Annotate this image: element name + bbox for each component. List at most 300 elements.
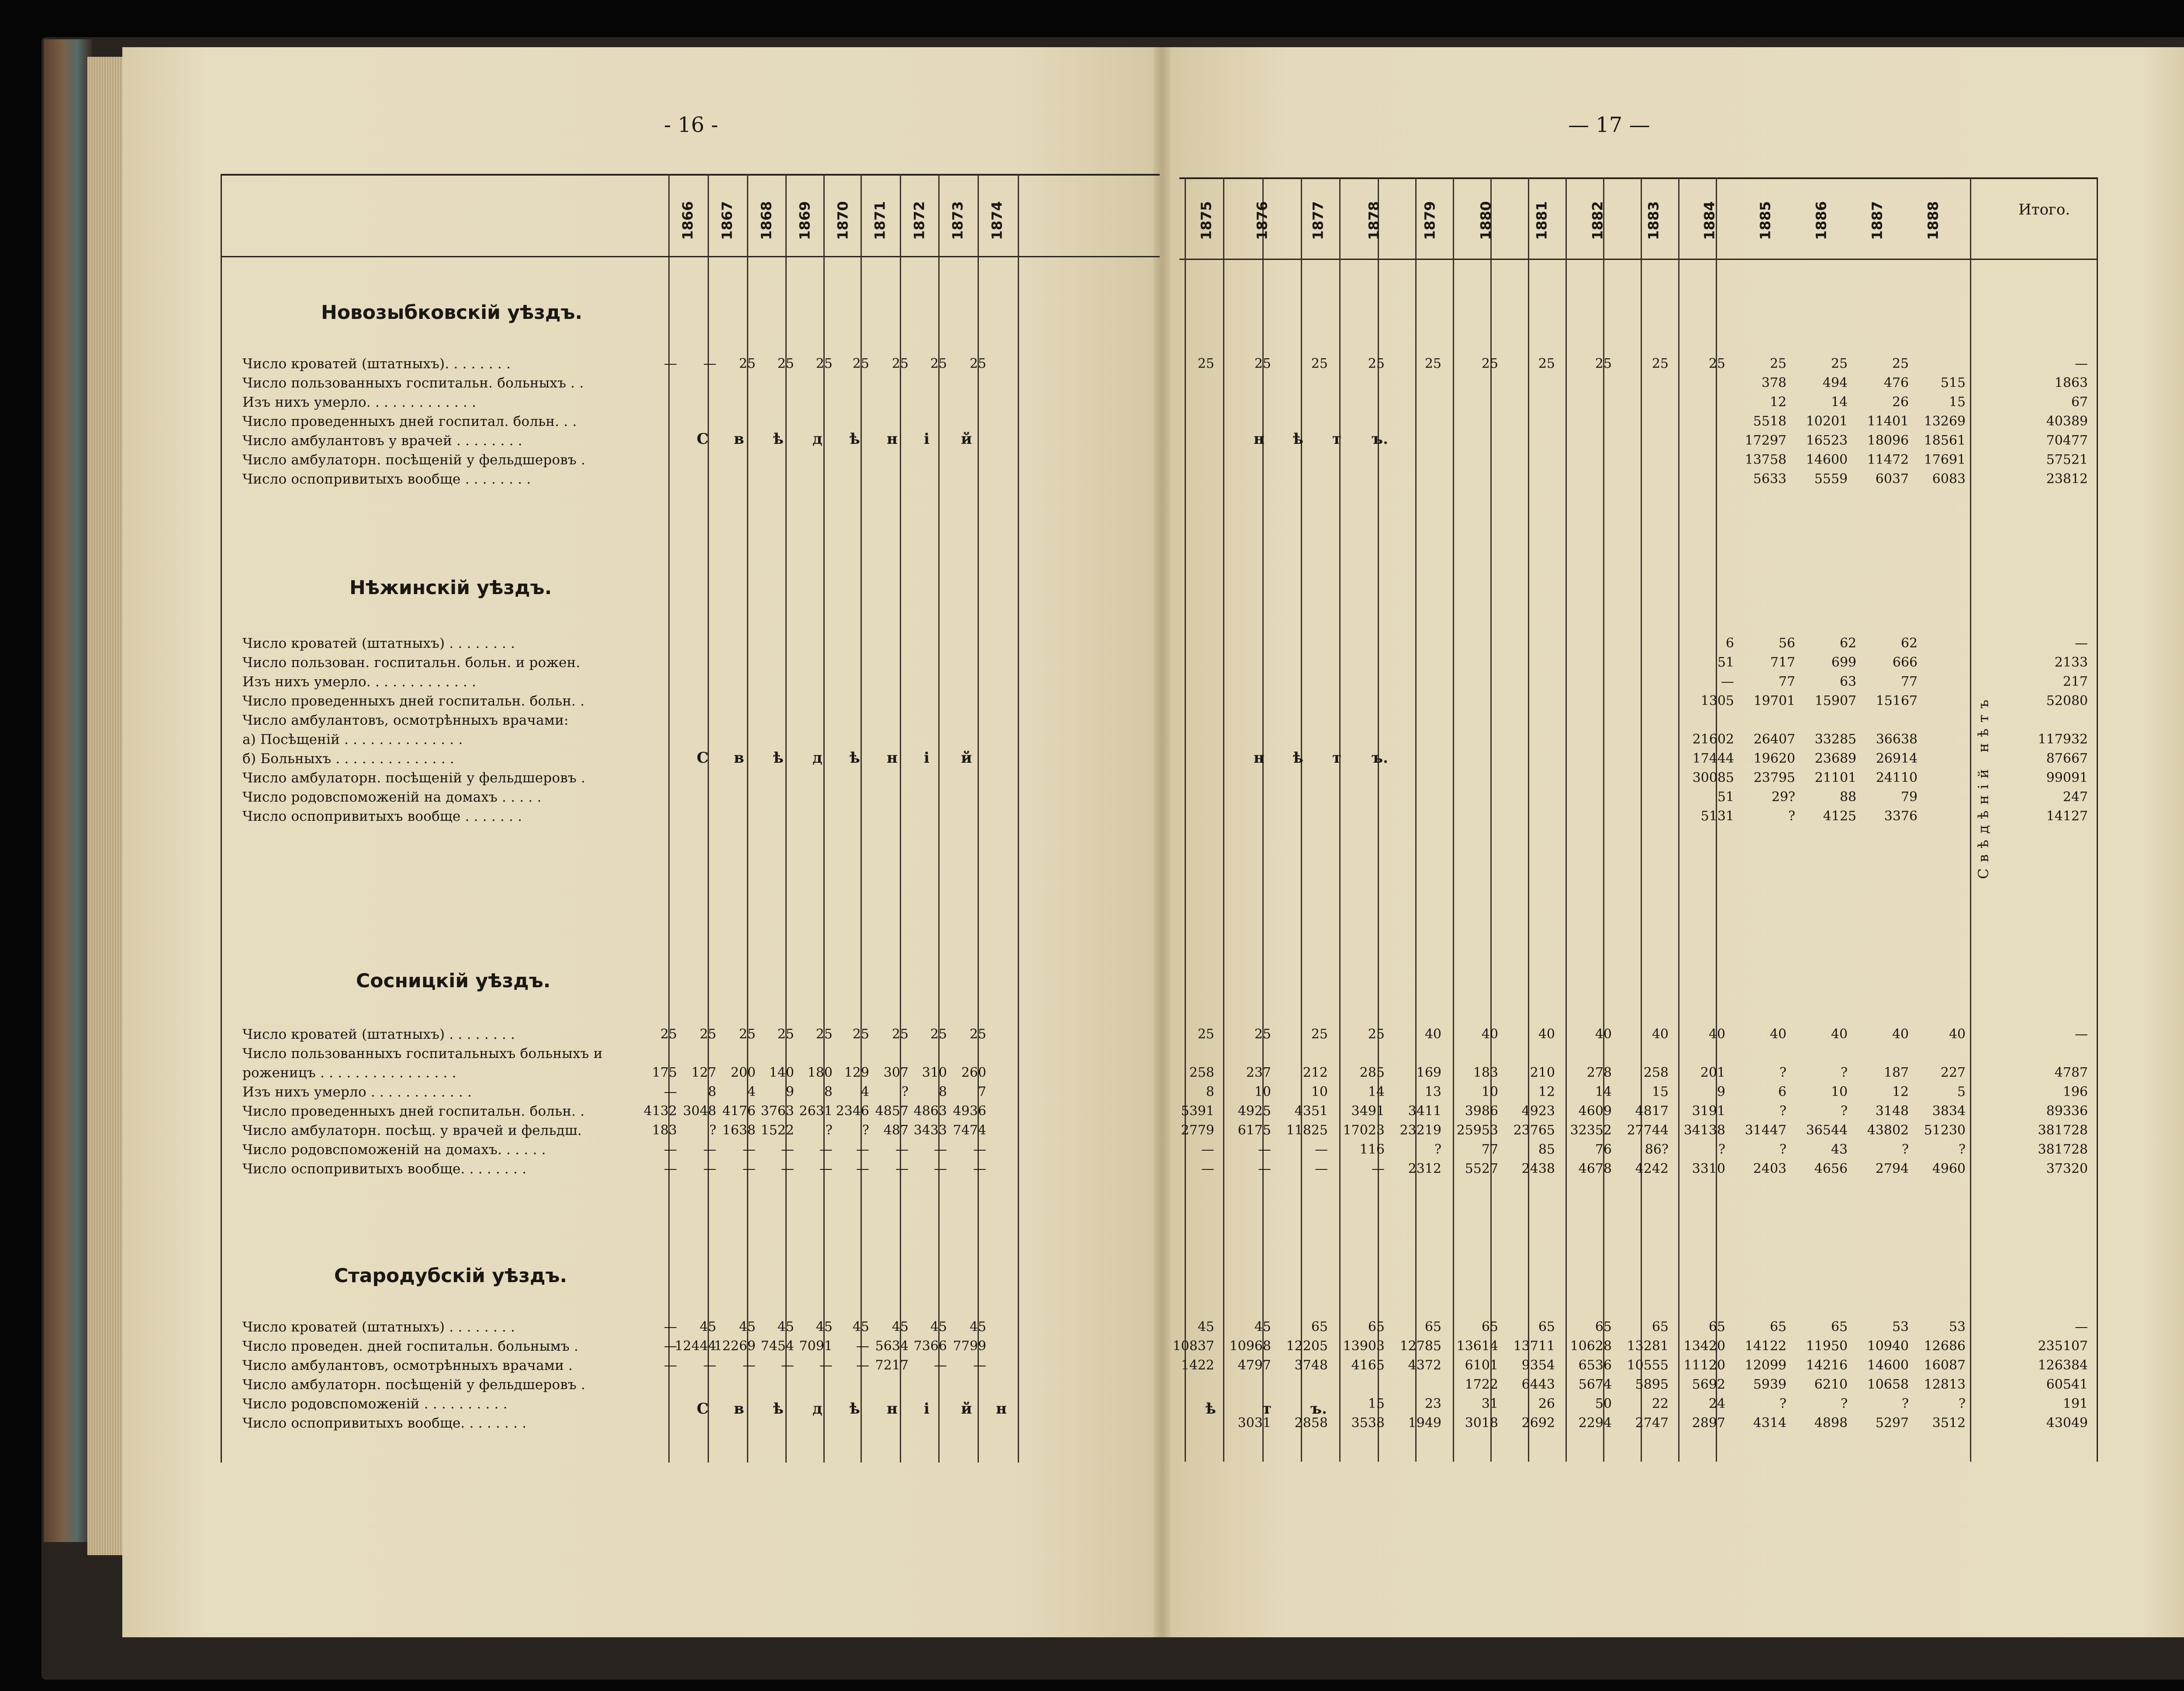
table-cell: 4132	[643, 1103, 677, 1119]
table-cell: 14600	[1867, 1358, 1909, 1373]
table-cell: 12444	[674, 1338, 716, 1354]
row-label: Число амбулантовъ, осмотрѣнныхъ врачами .	[242, 1358, 573, 1373]
table-cell: 25	[739, 1027, 756, 1042]
table-cell: 15	[1949, 394, 1966, 410]
year-header	[1185, 183, 1228, 258]
table-cell: 40	[1652, 1027, 1669, 1042]
year-header	[1241, 183, 1284, 258]
table-cell: 258	[1189, 1065, 1214, 1080]
table-cell: ?	[1779, 1396, 1787, 1411]
no-data-note-letter: ѣ	[773, 430, 784, 448]
row-total: —	[2075, 1319, 2088, 1335]
table-cell: 4678	[1578, 1161, 1612, 1176]
table-cell: —	[743, 1358, 756, 1373]
row-total: 14127	[2046, 809, 2088, 824]
table-cell: 25953	[1456, 1123, 1498, 1138]
table-cell: —	[664, 1161, 677, 1176]
table-cell: 4176	[722, 1103, 756, 1119]
table-cell: 15167	[1876, 693, 1918, 709]
table-cell: 5	[1957, 1084, 1966, 1100]
year-label: 1881	[1534, 201, 1550, 240]
table-cell: 77	[1901, 674, 1918, 689]
table-cell: 127	[691, 1065, 716, 1080]
table-cell: 11120	[1683, 1358, 1725, 1373]
table-cell: —	[1258, 1161, 1271, 1176]
table-cell: 65	[1424, 1319, 1441, 1335]
year-label: 1878	[1366, 201, 1382, 240]
no-data-note-letter: ѣ	[1206, 1400, 1216, 1418]
row-total: 117932	[2038, 732, 2088, 747]
table-cell: 258	[1643, 1065, 1669, 1080]
table-cell: 19701	[1753, 693, 1795, 709]
table-cell: 5939	[1753, 1377, 1787, 1392]
table-cell: 2858	[1294, 1415, 1328, 1431]
row-label: Число кроватей (штатныхъ) . . . . . . . .	[242, 1319, 515, 1335]
table-cell: 180	[807, 1065, 833, 1080]
year-label: 1876	[1254, 201, 1271, 240]
row-total: 196	[2063, 1084, 2088, 1100]
table-cell: 45	[1197, 1319, 1214, 1335]
table-cell: 4898	[1814, 1415, 1848, 1431]
table-cell: 4314	[1753, 1415, 1787, 1431]
table-cell: 487	[883, 1123, 909, 1138]
table-cell: —	[895, 1142, 909, 1157]
table-cell: 12	[1538, 1084, 1555, 1100]
table-cell: ?	[1779, 1065, 1787, 1080]
year-header	[1856, 183, 1899, 258]
row-label: Изъ нихъ умерло. . . . . . . . . . . . .	[242, 394, 477, 410]
table-cell: —	[1258, 1142, 1271, 1157]
row-label: Число проведенныхъ дней госпитальн. больн. .	[242, 1103, 585, 1119]
table-cell: 65	[1708, 1319, 1725, 1335]
row-total: 381728	[2038, 1142, 2088, 1157]
table-cell: —	[819, 1358, 833, 1373]
table-cell: 5297	[1875, 1415, 1909, 1431]
no-data-note-letter: і	[924, 749, 930, 767]
no-data-note-letter: й	[961, 1400, 972, 1418]
table-cell: 13269	[1924, 414, 1966, 429]
table-cell: 77	[1481, 1142, 1498, 1157]
table-cell: —	[664, 1338, 677, 1354]
table-cell: 8	[824, 1084, 833, 1100]
no-data-note-letter: д	[812, 1400, 822, 1418]
row-label: Число оспопривитыхъ вообще . . . . . . .	[242, 809, 522, 824]
table-cell: 183	[652, 1123, 677, 1138]
table-cell: 4165	[1351, 1358, 1385, 1373]
row-label: Число оспопривитыхъ вообще . . . . . . . .	[242, 471, 531, 487]
row-total: 4787	[2054, 1065, 2088, 1080]
year-header	[1520, 183, 1564, 258]
table-cell: —	[664, 1358, 677, 1373]
table-cell: 4372	[1408, 1358, 1441, 1373]
year-header	[1632, 183, 1676, 258]
table-cell: 310	[922, 1065, 947, 1080]
table-cell: 7454	[760, 1338, 794, 1354]
table-cell: 40	[1949, 1027, 1966, 1042]
row-label: Число пользован. госпитальн. больн. и рожен.	[242, 655, 581, 671]
year-label: 1882	[1590, 201, 1606, 240]
table-cell: 25	[852, 1027, 869, 1042]
year-label: 1868	[758, 201, 775, 240]
table-cell: —	[1372, 1161, 1385, 1176]
district-title: Сосницкій уѣздъ.	[356, 970, 551, 992]
table-cell: 169	[1416, 1065, 1441, 1080]
table-cell: 25	[1197, 1027, 1214, 1042]
table-cell: 17297	[1745, 433, 1787, 448]
row-total: 191	[2063, 1396, 2088, 1411]
table-cell: —	[1201, 1161, 1214, 1176]
table-cell: —	[1201, 1142, 1214, 1157]
table-cell: 5527	[1465, 1161, 1498, 1176]
table-cell: —	[856, 1142, 869, 1157]
page-edges-left	[87, 57, 127, 1555]
row-label: Число амбулаторн. посѣщеній у фельдшеровъ .	[242, 770, 586, 786]
table-cell: 43	[1831, 1142, 1848, 1157]
row-label: Число амбулаторн. посѣщеній у фельдшеровъ .	[242, 452, 586, 468]
year-header	[785, 183, 825, 258]
table-cell: 699	[1831, 655, 1856, 670]
table-cell: 43802	[1867, 1123, 1909, 1138]
table-cell: 6443	[1521, 1377, 1555, 1392]
year-label: 1886	[1813, 201, 1830, 240]
table-cell: 17444	[1692, 751, 1734, 766]
table-cell: 200	[730, 1065, 756, 1080]
row-total: 217	[2063, 674, 2088, 689]
table-cell: —	[895, 1161, 909, 1176]
table-cell: 25	[699, 1027, 716, 1042]
table-cell: 62	[1839, 636, 1856, 651]
table-cell: 56	[1778, 636, 1795, 651]
table-cell: 10658	[1867, 1377, 1909, 1392]
year-label: 1885	[1757, 201, 1774, 240]
table-cell: 14216	[1806, 1358, 1848, 1373]
page-number-right: — 17 —	[1568, 113, 1650, 137]
row-label: Число проведенныхъ дней госпитал. больн. . .	[242, 414, 577, 429]
table-cell: 77	[1778, 674, 1795, 689]
table-cell: 14	[1831, 394, 1848, 410]
table-cell: —	[819, 1161, 833, 1176]
year-header	[1911, 183, 1955, 258]
table-cell: 25	[1368, 1027, 1385, 1042]
table-cell: 3411	[1408, 1103, 1441, 1119]
row-label: Число амбулантовъ, осмотрѣнныхъ врачами:	[242, 712, 569, 728]
table-cell: 8	[1206, 1084, 1214, 1100]
no-data-note-letter: н	[1254, 749, 1265, 767]
row-total: 52080	[2046, 693, 2088, 709]
table-cell: 11950	[1806, 1338, 1848, 1354]
table-cell: 21101	[1814, 770, 1856, 785]
table-cell: 210	[1530, 1065, 1555, 1080]
table-cell: 6083	[1932, 471, 1966, 487]
table-cell: 76	[1595, 1142, 1612, 1157]
table-cell: 5518	[1753, 414, 1787, 429]
table-cell: ?	[1779, 1103, 1787, 1119]
year-header	[978, 183, 1017, 258]
table-cell: 13420	[1683, 1338, 1725, 1354]
table-cell: 65	[1481, 1319, 1498, 1335]
table-cell: 10	[1481, 1084, 1498, 1100]
table-cell: 12813	[1924, 1377, 1966, 1392]
year-header	[900, 183, 939, 258]
table-cell: ?	[1718, 1142, 1725, 1157]
table-cell: —	[781, 1142, 794, 1157]
row-total: 40389	[2046, 414, 2088, 429]
no-data-note-letter: д	[812, 749, 822, 767]
table-cell: 51	[1717, 655, 1734, 670]
table-cell: —	[664, 1319, 677, 1335]
table-cell: 260	[961, 1065, 986, 1080]
no-data-note-letter: ѣ	[773, 1400, 784, 1418]
table-cell: 50	[1595, 1396, 1612, 1411]
no-data-note-letter: ъ.	[1372, 749, 1388, 767]
table-cell: —	[703, 1142, 716, 1157]
table-cell: 25	[660, 1027, 677, 1042]
table-cell: ?	[1840, 1065, 1848, 1080]
table-cell: —	[781, 1161, 794, 1176]
table-cell: 6101	[1465, 1358, 1498, 1373]
table-cell: 45	[930, 1319, 947, 1335]
district-title: Стародубскій уѣздъ.	[334, 1265, 567, 1287]
table-cell: 1638	[722, 1123, 756, 1138]
table-cell: —	[973, 1142, 986, 1157]
table-cell: 40	[1892, 1027, 1909, 1042]
year-header	[1408, 183, 1452, 258]
row-label: Число амбулаторн. посѣщ. у врачей и фельдш.	[242, 1123, 582, 1138]
table-cell: 16523	[1806, 433, 1848, 448]
table-cell: 212	[1303, 1065, 1328, 1080]
table-cell: 25	[1254, 1027, 1271, 1042]
table-cell: —	[973, 1358, 986, 1373]
row-label: Число родовспоможеній на домахъ. . . . . .	[242, 1142, 546, 1158]
table-cell: 2692	[1521, 1415, 1555, 1431]
year-header	[1800, 183, 1843, 258]
table-cell: 11472	[1867, 452, 1909, 467]
row-total: 235107	[2038, 1338, 2088, 1354]
table-cell: 237	[1246, 1065, 1271, 1080]
year-label: 1867	[719, 201, 736, 240]
no-data-note-letter: і	[924, 430, 930, 448]
row-label: Число проведен. дней госпитальн. больнымъ .	[242, 1338, 579, 1354]
table-cell: 2779	[1181, 1123, 1214, 1138]
table-cell: 2897	[1692, 1415, 1725, 1431]
table-cell: 34138	[1683, 1123, 1725, 1138]
table-cell: —	[934, 1142, 947, 1157]
table-cell: —	[781, 1358, 794, 1373]
table-cell: 7091	[799, 1338, 833, 1354]
no-data-note-letter: ѣ	[850, 749, 860, 767]
table-cell: 10837	[1172, 1338, 1214, 1354]
table-cell: 4	[747, 1084, 756, 1100]
table-cell: 9	[1717, 1084, 1725, 1100]
table-cell: 86?	[1645, 1142, 1669, 1157]
no-data-note-letter: н	[1254, 430, 1265, 448]
row-total: 60541	[2046, 1377, 2088, 1392]
table-cell: 12205	[1286, 1338, 1328, 1354]
table-cell: 183	[1473, 1065, 1498, 1080]
row-label: Изъ нихъ умерло . . . . . . . . . . . .	[242, 1084, 472, 1100]
table-cell: 7217	[875, 1358, 909, 1373]
table-cell: 3538	[1351, 1415, 1385, 1431]
table-cell: 65	[1311, 1319, 1328, 1335]
table-cell: 4863	[913, 1103, 947, 1119]
table-right-border	[2097, 177, 2098, 1462]
table-cell: 25	[777, 356, 794, 371]
row-label: Число кроватей (штатныхъ) . . . . . . . .	[242, 636, 515, 651]
year-label: 1877	[1310, 201, 1327, 240]
table-cell: 666	[1892, 655, 1918, 670]
table-cell: 25	[969, 1027, 986, 1042]
table-cell: 4609	[1578, 1103, 1612, 1119]
table-cell: 65	[1595, 1319, 1612, 1335]
table-cell: 13614	[1456, 1338, 1498, 1354]
row-total: 381728	[2038, 1123, 2088, 1138]
row-total: 37320	[2046, 1161, 2088, 1176]
table-cell: 5634	[875, 1338, 909, 1354]
table-cell: 6175	[1237, 1123, 1271, 1138]
year-label: 1883	[1645, 201, 1662, 240]
row-label: б) Больныхъ . . . . . . . . . . . . . .	[242, 751, 454, 767]
table-cell: 12269	[714, 1338, 756, 1354]
district-title: Нѣжинскій уѣздъ.	[349, 577, 552, 599]
table-cell: 2403	[1753, 1161, 1787, 1176]
table-cell: 45	[969, 1319, 986, 1335]
table-cell: 5559	[1814, 471, 1848, 487]
table-cell: —	[664, 1084, 677, 1100]
table-cell: 1722	[1465, 1377, 1498, 1392]
table-cell: 31	[1481, 1396, 1498, 1411]
table-cell: 187	[1883, 1065, 1909, 1080]
year-header	[1296, 183, 1340, 258]
table-cell: 3986	[1465, 1103, 1498, 1119]
table-cell: 23219	[1400, 1123, 1441, 1138]
table-cell: 40	[1424, 1027, 1441, 1042]
table-cell: 23795	[1753, 770, 1795, 785]
year-header	[1352, 183, 1396, 258]
year-label: 1887	[1869, 201, 1886, 240]
table-cell: 45	[892, 1319, 909, 1335]
table-cell: ?	[1434, 1142, 1441, 1157]
year-label: 1888	[1925, 201, 1942, 240]
table-cell: 3834	[1932, 1103, 1966, 1119]
row-total: 70477	[2046, 433, 2088, 448]
table-top-rule-right	[1179, 177, 2097, 179]
table-cell: 45	[699, 1319, 716, 1335]
year-label: 1871	[872, 201, 888, 240]
table-cell: 2794	[1875, 1161, 1909, 1176]
table-cell: 27744	[1627, 1123, 1669, 1138]
row-label: а) Посѣщеній . . . . . . . . . . . . . .	[242, 732, 463, 747]
year-header	[1464, 183, 1508, 258]
table-cell: 16087	[1924, 1358, 1966, 1373]
table-cell: 36544	[1806, 1123, 1848, 1138]
row-total: 87667	[2046, 751, 2088, 766]
year-header	[1576, 183, 1620, 258]
table-cell: 9354	[1521, 1358, 1555, 1373]
table-cell: 6	[1725, 636, 1734, 651]
table-cell: —	[856, 1161, 869, 1176]
table-cell: 25	[1197, 356, 1214, 371]
table-cell: 65	[1769, 1319, 1787, 1335]
table-cell: —	[703, 1161, 716, 1176]
table-cell: 40	[1769, 1027, 1787, 1042]
table-cell: 3148	[1875, 1103, 1909, 1119]
no-data-note-letter: й	[961, 430, 972, 448]
table-cell: —	[703, 1358, 716, 1373]
row-label: Число кроватей (штатныхъ). . . . . . . .	[242, 356, 511, 372]
table-cell: 4797	[1237, 1358, 1271, 1373]
table-cell: 4125	[1823, 809, 1856, 824]
year-label: 1880	[1478, 201, 1494, 240]
row-label: Число пользованныхъ госпитальн. больныхъ . .	[242, 375, 584, 391]
year-label: 1884	[1701, 201, 1718, 240]
year-header	[1744, 183, 1787, 258]
no-data-note-letter: ѣ	[850, 430, 860, 448]
year-header	[708, 183, 747, 258]
year-label: 1874	[989, 201, 1006, 240]
no-data-note-letter: в	[734, 430, 744, 448]
year-label: 1875	[1198, 201, 1215, 240]
table-cell: 15	[1652, 1084, 1669, 1100]
table-cell: 175	[652, 1065, 677, 1080]
table-cell: 4923	[1521, 1103, 1555, 1119]
no-data-note-letter: д	[812, 430, 822, 448]
table-cell: 18561	[1924, 433, 1966, 448]
table-cell: 25	[1708, 356, 1725, 371]
table-cell: 4242	[1635, 1161, 1669, 1176]
table-cell: 140	[769, 1065, 794, 1080]
table-cell: 19620	[1753, 751, 1795, 766]
table-cell: 88	[1839, 789, 1856, 805]
table-cell: 25	[777, 1027, 794, 1042]
table-cell: 25	[1595, 356, 1612, 371]
table-cell: 7799	[953, 1338, 986, 1354]
table-cell: 1422	[1181, 1358, 1214, 1373]
table-cell: 65	[1368, 1319, 1385, 1335]
table-cell: 4925	[1237, 1103, 1271, 1119]
year-label: 1870	[835, 201, 851, 240]
table-cell: 5633	[1753, 471, 1787, 487]
table-cell: 3018	[1465, 1415, 1498, 1431]
table-cell: 14	[1368, 1084, 1385, 1100]
table-cell: 12	[1769, 394, 1787, 410]
table-cell: 5391	[1181, 1103, 1214, 1119]
no-data-note-letter: ъ.	[1372, 430, 1388, 448]
table-cell: 2747	[1635, 1415, 1669, 1431]
table-cell: —	[973, 1161, 986, 1176]
book-gutter	[1153, 47, 1171, 1637]
table-left-border	[221, 174, 222, 1463]
table-cell: 25	[1311, 1027, 1328, 1042]
table-cell: 22	[1652, 1396, 1669, 1411]
row-label: Число амбулаторн. посѣщеній у фельдшеровъ .	[242, 1377, 586, 1393]
row-label: Число пользованныхъ госпитальныхъ больныхъ и	[242, 1046, 603, 1062]
table-cell: —	[856, 1338, 869, 1354]
table-cell: —	[934, 1358, 947, 1373]
table-cell: 23689	[1814, 751, 1856, 766]
table-cell: 3191	[1692, 1103, 1725, 1119]
table-cell: 12686	[1924, 1338, 1966, 1354]
table-cell: 10555	[1627, 1358, 1669, 1373]
table-cell: 3748	[1294, 1358, 1328, 1373]
no-data-note-letter: ѣ	[1293, 749, 1303, 767]
table-cell: 10	[1311, 1084, 1328, 1100]
table-cell: 3491	[1351, 1103, 1385, 1119]
no-data-note-letter: в	[734, 1400, 744, 1418]
table-cell: 51230	[1924, 1123, 1966, 1138]
table-cell: 10968	[1229, 1338, 1271, 1354]
table-cell: 25	[1424, 356, 1441, 371]
table-cell: 494	[1822, 375, 1848, 391]
